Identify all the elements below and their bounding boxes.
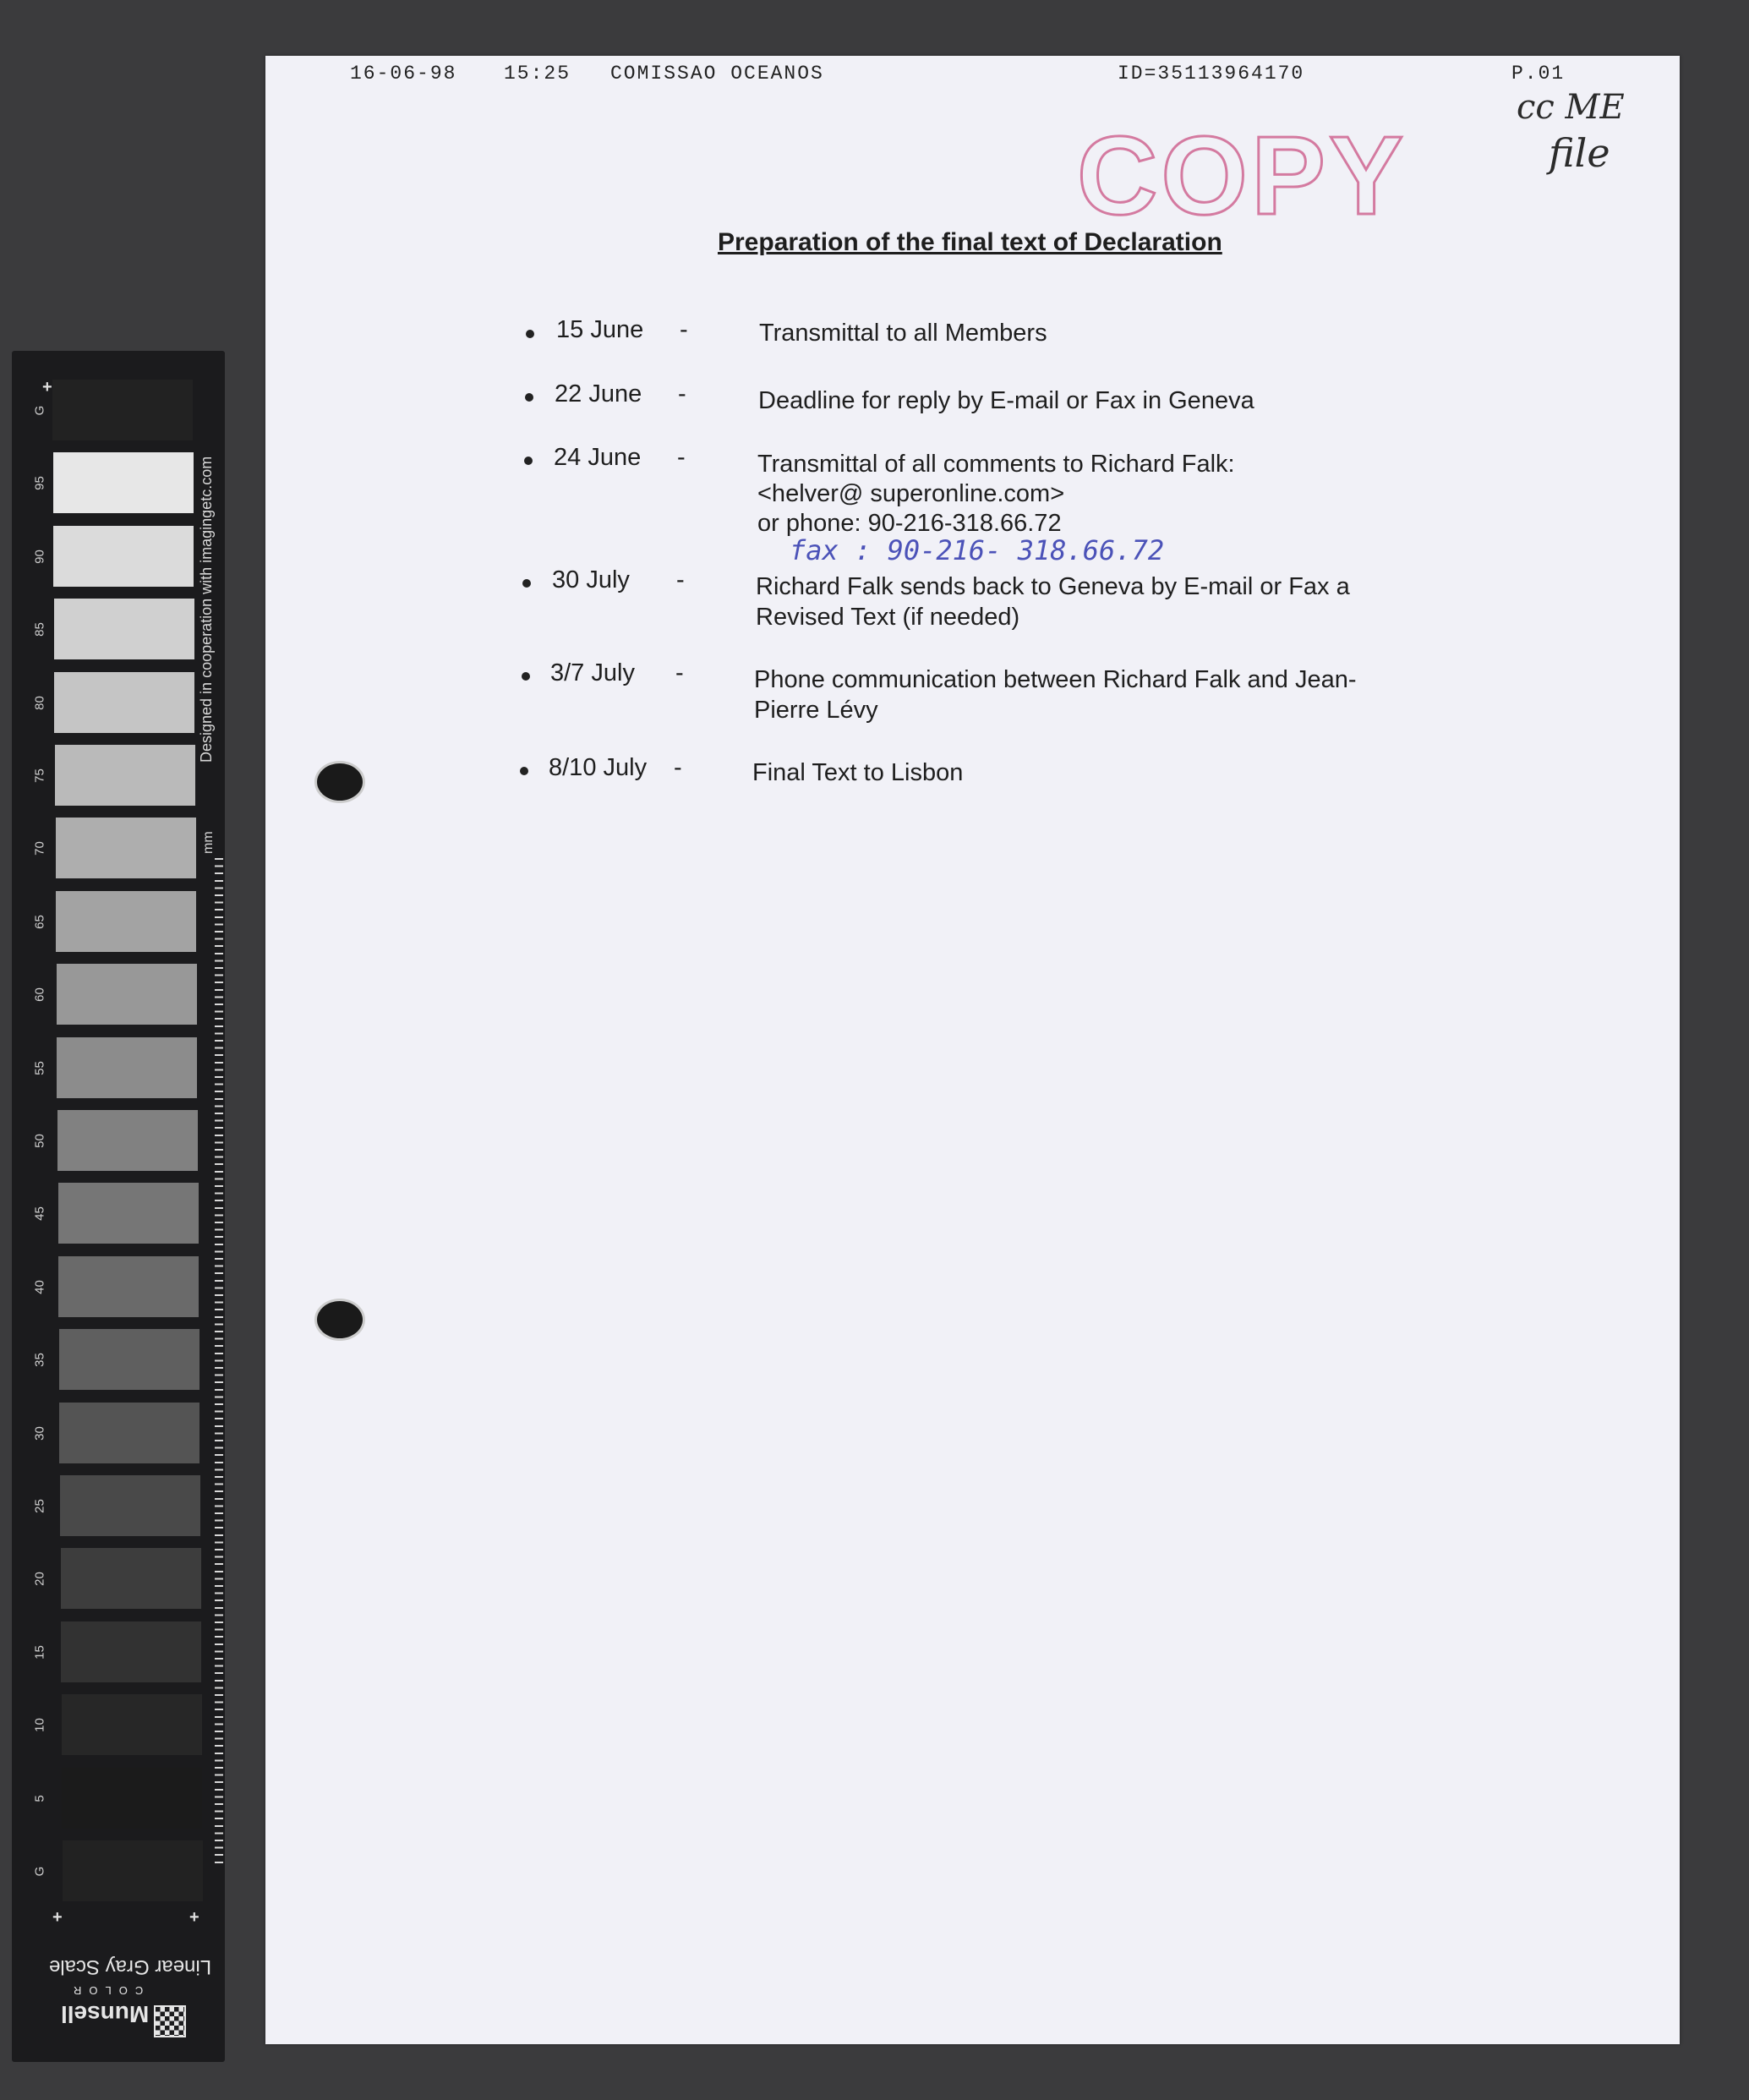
schedule-description: Transmittal to all Members (759, 320, 1047, 347)
fax-date: 16-06-98 (350, 63, 457, 85)
bullet-icon (522, 672, 530, 681)
schedule-dash: - (675, 659, 684, 686)
fax-time: 15:25 (504, 63, 571, 85)
copy-stamp: COPY (1077, 113, 1407, 238)
bullet-icon (520, 767, 528, 775)
gray-swatch-label: 10 (32, 1718, 47, 1733)
gray-swatch (56, 891, 196, 952)
gray-swatch (56, 818, 196, 878)
gray-swatch-label: 70 (32, 841, 47, 856)
gray-swatch (58, 1256, 199, 1317)
gray-swatch (52, 380, 193, 440)
gray-swatch-label: 90 (32, 549, 47, 564)
punch-hole (314, 1299, 365, 1341)
gray-swatch (60, 1475, 200, 1536)
gray-swatch (59, 1329, 199, 1390)
gray-swatch-label: 95 (32, 476, 47, 491)
gray-swatch-label: G (32, 405, 47, 416)
schedule-dash: - (674, 754, 682, 781)
gray-swatch-label: 80 (32, 695, 47, 710)
schedule-date: 30 July (552, 566, 630, 593)
gray-swatch (57, 964, 197, 1025)
handwritten-file: file (1549, 130, 1610, 176)
bullet-icon (526, 330, 534, 338)
gray-swatch (58, 1183, 199, 1244)
schedule-date: 24 June (554, 444, 642, 471)
gray-swatch (63, 1840, 203, 1901)
gray-swatch-label: 35 (32, 1353, 47, 1368)
gray-swatch (55, 745, 195, 806)
gray-swatch-label: 50 (32, 1134, 47, 1148)
gray-swatch (62, 1768, 202, 1829)
gray-swatch-label: 15 (32, 1644, 47, 1660)
schedule-dash: - (676, 566, 685, 593)
gray-swatch (57, 1037, 197, 1098)
gray-swatch-label: 75 (32, 768, 47, 783)
schedule-phone: or phone: 90-216-318.66.72 (757, 510, 1062, 537)
gray-swatch (61, 1548, 201, 1609)
gray-swatch-label: 60 (32, 987, 47, 1003)
schedule-date: 15 June (556, 316, 644, 343)
scale-name: Linear Gray Scale (49, 1955, 212, 1978)
gray-swatch-label: 40 (32, 1279, 47, 1294)
gray-swatch-label: 30 (32, 1425, 47, 1441)
brand-sub: COLOR (66, 1984, 144, 1997)
fax-page-number: P.01 (1511, 63, 1566, 85)
schedule-dash: - (678, 380, 686, 407)
fax-sender: COMISSAO OCEANOS (610, 63, 824, 85)
munsell-logo-icon (154, 2005, 186, 2037)
document-title: Preparation of the final text of Declaration (718, 228, 1222, 256)
gray-swatch (54, 599, 194, 659)
schedule-email: <helver@ superonline.com> (757, 480, 1065, 507)
ruler-unit: mm (201, 831, 216, 854)
brand-name: Munsell (61, 2001, 150, 2027)
gray-swatch-label: G (32, 1866, 47, 1877)
gray-swatch-label: 25 (32, 1499, 47, 1513)
fax-page (265, 56, 1680, 2044)
registration-mark: + (189, 1908, 199, 1927)
gray-swatch (61, 1621, 201, 1682)
bullet-icon (525, 393, 533, 402)
mm-ruler (215, 858, 230, 1864)
gray-swatch (53, 452, 194, 513)
schedule-description: Richard Falk sends back to Geneva by E-mail or Fax a Revised Text (if needed) (756, 573, 1350, 631)
registration-mark: + (42, 378, 52, 396)
gray-swatch-label: 20 (32, 1572, 47, 1587)
schedule-date: 22 June (555, 380, 642, 407)
fax-id: ID=35113964170 (1118, 63, 1305, 85)
gray-swatch (62, 1694, 202, 1755)
gray-swatch (53, 526, 194, 587)
punch-hole (314, 761, 365, 803)
gray-swatch (54, 672, 194, 733)
gray-swatch-label: 85 (32, 622, 47, 637)
gray-swatch (59, 1403, 199, 1463)
bullet-icon (524, 457, 533, 465)
handwritten-cc: cc ME (1517, 88, 1625, 127)
imaging-credit: Designed in cooperation with imagingetc.com (198, 456, 215, 763)
bullet-icon (522, 579, 531, 588)
schedule-description: Phone communication between Richard Falk and Jean-Pierre Lévy (754, 666, 1357, 724)
schedule-date: 8/10 July (549, 754, 648, 781)
gray-swatch-label: 45 (32, 1206, 47, 1222)
schedule-dash: - (680, 316, 688, 343)
gray-swatch-label: 5 (32, 1794, 47, 1802)
handwritten-fax: fax : 90-216- 318.66.72 (790, 534, 1165, 566)
schedule-date: 3/7 July (550, 659, 635, 686)
schedule-dash: - (677, 444, 686, 471)
schedule-description: Final Text to Lisbon (752, 759, 964, 786)
gray-swatch-label: 55 (32, 1060, 47, 1075)
gray-swatch-label: 65 (32, 914, 47, 929)
registration-mark: + (52, 1908, 63, 1927)
schedule-description: Transmittal of all comments to Richard Falk: (757, 451, 1235, 478)
gray-scale-card (12, 351, 225, 2062)
gray-swatch (57, 1110, 198, 1171)
schedule-description: Deadline for reply by E-mail or Fax in Geneva (758, 387, 1254, 414)
